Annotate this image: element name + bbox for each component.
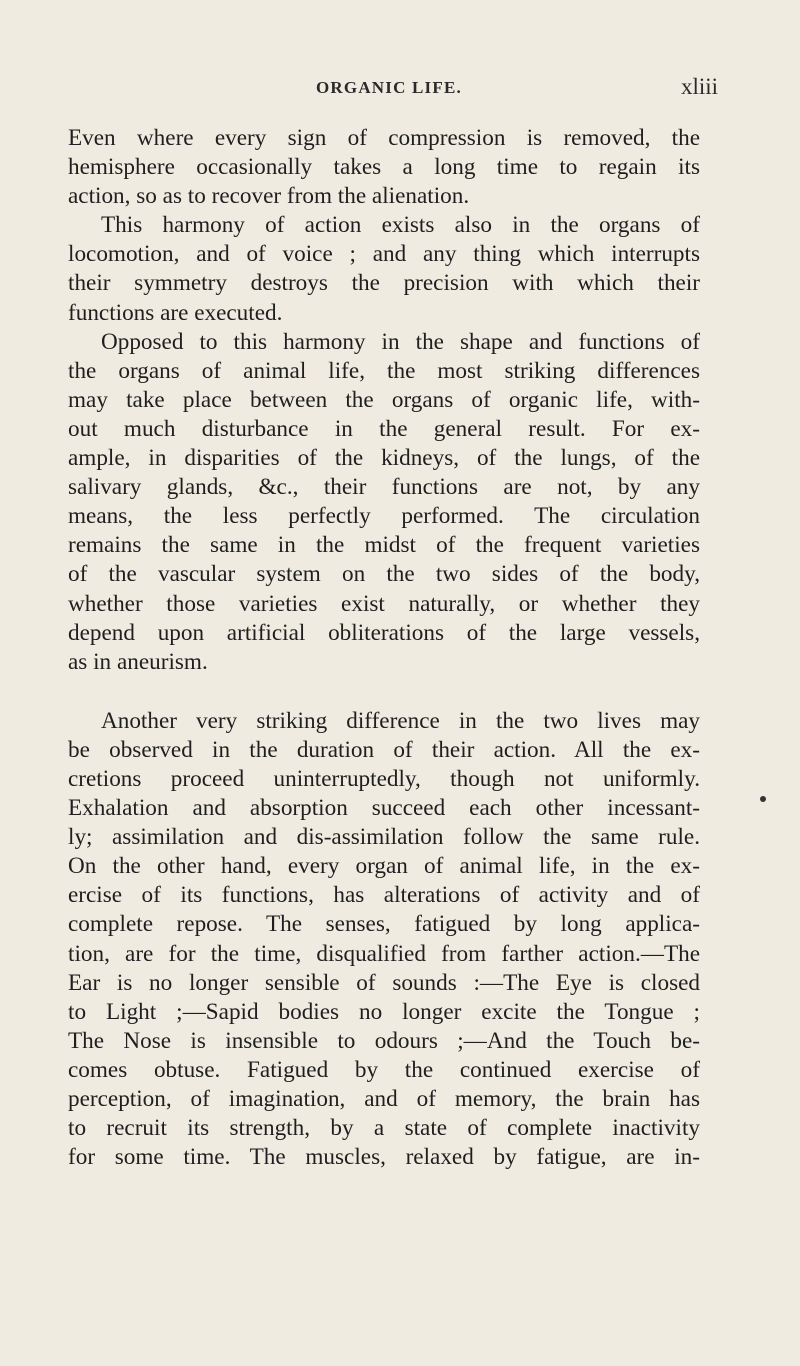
text-line: ly; assimilation and dis-assimilation follow the same rule. [68, 824, 700, 851]
text-line: hemisphere occasionally takes a long time to regain its [68, 154, 700, 181]
paragraph [68, 211, 700, 327]
text-line: remains the same in the midst of the frequent varieties [68, 532, 700, 559]
text-line: tion, are for the time, disqualified from farther action.—The [68, 940, 700, 967]
running-header [68, 74, 718, 108]
text-line: ample, in disparities of the kidneys, of the lungs, of the [68, 445, 700, 472]
text-line: The Nose is insensible to odours ;—And the Touch be- [68, 1027, 700, 1054]
text-line: cretions proceed uninterruptedly, though not uniformly. [68, 765, 700, 792]
running-title: ORGANIC LIFE. [316, 78, 462, 97]
text-line: as in aneurism. [68, 648, 208, 675]
text-line: means, the less perfectly performed. The circulation [68, 503, 700, 530]
text-line: functions are executed. [68, 299, 283, 326]
text-line: Exhalation and absorption succeed each other incessant- [68, 795, 700, 822]
text-line: This harmony of action exists also in the organs of [101, 212, 700, 239]
page-number: xliii [680, 74, 718, 99]
text-line: Opposed to this harmony in the shape and functions of [101, 328, 700, 355]
text-line: whether those varieties exist naturally, or whether they [68, 590, 700, 617]
text-line: of the vascular system on the two sides of the body, [68, 561, 700, 588]
paragraph-gap [68, 677, 700, 707]
body-text [68, 124, 700, 1172]
text-line: locomotion, and of voice ; and any thing which interrupts [68, 241, 700, 268]
text-line: perception, of imagination, and of memory, the brain has [68, 1086, 700, 1112]
text-line: out much disturbance in the general result. For ex- [68, 415, 700, 442]
text-line: to Light ;—Sapid bodies no longer excite the Tongue ; [68, 998, 700, 1025]
text-line: ercise of its functions, has alterations of activity and of [68, 882, 700, 909]
text-line: comes obtuse. Fatigued by the continued exercise of [68, 1056, 700, 1083]
text-line: On the other hand, every organ of animal life, in the ex- [68, 853, 700, 880]
text-line: the organs of animal life, the most striking differences [68, 357, 700, 384]
paragraph [68, 328, 700, 677]
text-line: action, so as to recover from the alienation. [68, 183, 470, 210]
text-line: may take place between the organs of organic life, with- [68, 386, 700, 413]
paragraph [68, 124, 700, 211]
text-line: for some time. The muscles, relaxed by fatigue, are in- [68, 1144, 700, 1171]
margin-ink-dot [760, 796, 766, 802]
paragraph [68, 707, 700, 1173]
text-line: Even where every sign of compression is removed, the [68, 125, 700, 151]
text-line: to recruit its strength, by a state of complete inactivity [68, 1115, 700, 1142]
text-line: depend upon artificial obliterations of the large vessels, [68, 619, 700, 646]
text-line: salivary glands, &c., their functions are not, by any [68, 474, 700, 501]
text-line: be observed in the duration of their action. All the ex- [68, 736, 700, 763]
text-line: Ear is no longer sensible of sounds :—The Eye is closed [68, 969, 700, 996]
text-line: complete repose. The senses, fatigued by long applica- [68, 911, 700, 938]
text-line: their symmetry destroys the precision with which their [68, 270, 700, 297]
text-line: Another very striking difference in the two lives may [101, 707, 700, 734]
